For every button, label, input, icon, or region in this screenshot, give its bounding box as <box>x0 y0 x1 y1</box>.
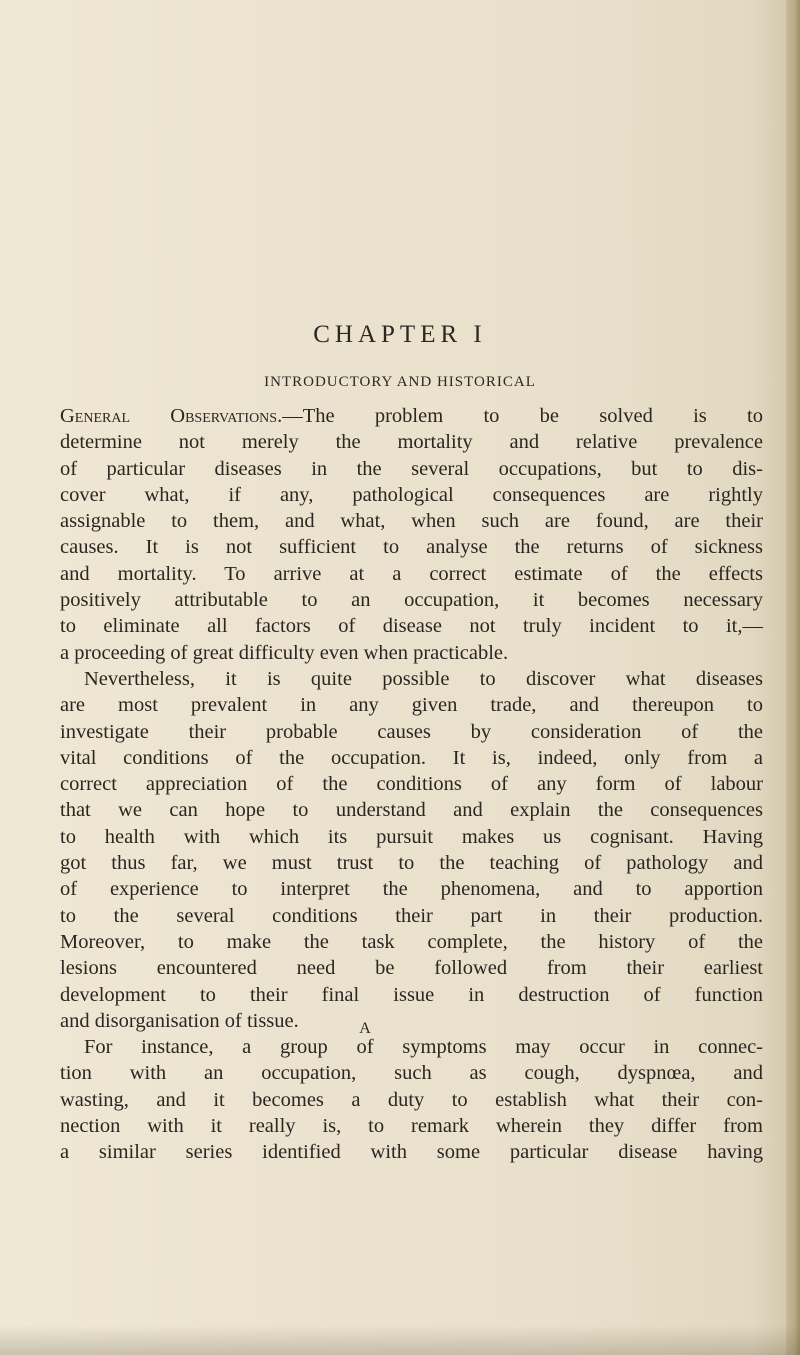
text-line: and mortality. To arrive at a correct estimate of the effects <box>60 562 763 585</box>
text-line: For instance, a group of symptoms may occur in connec- <box>84 1036 763 1059</box>
text-line: that we can hope to understand and explain the consequences <box>60 799 763 822</box>
text-line: wasting, and it becomes a duty to establish what their con- <box>60 1088 763 1111</box>
chapter-subtitle: INTRODUCTORY AND HISTORICAL <box>264 374 536 390</box>
body-text <box>60 403 763 1166</box>
text-line: to eliminate all factors of disease not truly incident to it,— <box>60 615 763 638</box>
text-line: causes. It is not sufficient to analyse the returns of sickness <box>60 536 763 559</box>
text-line: lesions encountered need be followed from their earliest <box>60 957 763 980</box>
text-line: correct appreciation of the conditions of any form of labour <box>60 773 763 796</box>
chapter-heading: CHAPTER I <box>313 321 487 348</box>
text-line: and disorganisation of tissue. <box>60 1009 299 1032</box>
text-line: to health with which its pursuit makes us cognisant. Having <box>60 825 763 848</box>
text-line: Moreover, to make the task complete, the history of the <box>60 930 763 953</box>
text-line <box>60 403 763 429</box>
text-line: cover what, if any, pathological consequences are rightly <box>60 483 763 506</box>
text-line: development to their final issue in destruction of function <box>60 983 763 1006</box>
page-edge <box>786 0 800 1355</box>
text-line: nection with it really is, to remark wherein they differ from <box>60 1115 763 1138</box>
text-line: investigate their probable causes by consideration of the <box>60 720 763 743</box>
text-line: determine not merely the mortality and relative prevalence <box>60 431 763 454</box>
text-line: a proceeding of great difficulty even when practicable. <box>60 641 509 664</box>
page-shadow <box>0 1325 800 1355</box>
text-line: of particular diseases in the several occupations, but to dis- <box>60 457 763 480</box>
text-line: vital conditions of the occupation. It is, indeed, only from a <box>60 746 763 769</box>
text-line: tion with an occupation, such as cough, dyspnœa, and <box>60 1062 763 1085</box>
text-line: are most prevalent in any given trade, and thereupon to <box>60 694 763 717</box>
text-line: to the several conditions their part in their production. <box>60 904 763 927</box>
text-line: got thus far, we must trust to the teaching of pathology and <box>60 852 763 875</box>
text-line: assignable to them, and what, when such are found, are their <box>60 510 763 533</box>
text-line: positively attributable to an occupation, it becomes necessary <box>60 589 763 612</box>
text-line: of experience to interpret the phenomena, and to apportion <box>60 878 763 901</box>
text-line-content: —The problem to be solved is to <box>282 405 763 427</box>
signature-mark: A <box>359 1020 371 1037</box>
section-lead-in: General Observations. <box>60 405 283 427</box>
text-line: a similar series identified with some particular disease having <box>60 1141 763 1164</box>
text-line: Nevertheless, it is quite possible to discover what diseases <box>84 667 763 690</box>
